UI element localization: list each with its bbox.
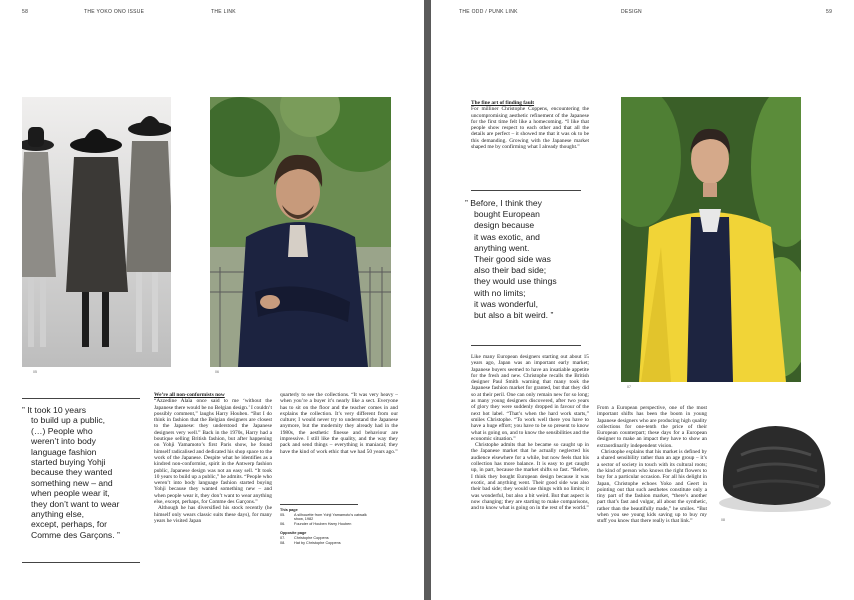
right-page xyxy=(431,0,854,600)
quote-line: design because xyxy=(474,220,535,231)
body-paragraph: Christophe admits that he became so caught up in the Japanese market that he actually neglected his audience elsewhere for a while, but now feels that his collection has more balance. It is easy to get caught up, in part, because the market shifts so fast. “Before, I think they bought European design because it was exotic, and anything went. Their good side was also their bad side; they would use things with no limits; it was wonderful, but also a bit weird. But that aspect is now changing; they are starting to make comparisons, and to know what is going on in the rest of the world.” xyxy=(471,442,589,512)
body-paragraph: Although he has diversified his stock recently (he himself only wears classic suits these days), for many years he visited Japan xyxy=(154,505,272,524)
quote-line: it was wonderful, xyxy=(474,298,539,309)
quote-close-mark: ” xyxy=(116,529,120,540)
catwalk-silhouette-photo xyxy=(22,97,171,367)
caption-item: 06. Founder of Houben Harry Houben xyxy=(280,521,352,526)
quote-line: because they wanted xyxy=(31,467,113,478)
running-header-left-1: THE YOKO ONO ISSUE xyxy=(84,9,145,15)
left-page xyxy=(0,0,424,600)
quote-line: when people wear it, xyxy=(31,488,110,499)
christophe-coppens-photo xyxy=(621,97,801,382)
caption-item: 07. Christophe Coppens xyxy=(280,535,329,540)
pull-quote-bottom-rule xyxy=(22,562,140,563)
quote-line: bought European xyxy=(474,209,540,220)
quote-line: Comme des Garçons. xyxy=(31,529,115,540)
caption-item: 08. Hat by Christophe Coppens xyxy=(280,540,341,545)
quote-line: something new – and xyxy=(31,477,113,488)
caption-heading: Opposite page xyxy=(280,531,307,536)
quote-close-mark: ” xyxy=(550,310,554,321)
intro-paragraph: For milliner Christophe Coppens, encountering the uncompromising aesthetic refinement of the Japanese for the first time felt like a homecoming. “I like that people show respect to each other and that all the details are perfect – it showed me that it was ok to be this demanding. Growing with the Japanese market shaped me by confirming what I already thought.” xyxy=(471,106,589,151)
quote-line: anything else, xyxy=(31,509,85,520)
quote-line: with no limits; xyxy=(474,287,526,298)
quote-line: weren’t into body xyxy=(31,436,96,447)
pull-quote-right xyxy=(465,198,595,321)
body-paragraph: Christophe explains that his market is defined by a shared sensibility rather than an age group – it’s a sector of society in touch with its cultural roots; the kind of person who knows the right flowers to buy for a particular occasion. For all his delight in Japan, Christophe echoes Yoko and Geert in pointing out that such aesthetes constitute only a tiny part of the fashion market, “there’s another part that’s fast and vulgar, all about the synthetic, rather than the beautifully made,” he smiles. “But when you see young kids saving up to buy my stuff you know that there really is that link.” xyxy=(597,449,707,525)
quote-line: Their good side was xyxy=(474,254,551,265)
christophe-coppens-illustration xyxy=(621,97,801,382)
article-column-right-2 xyxy=(597,405,707,525)
quote-line: anything went. xyxy=(474,242,530,253)
photo-number-08: 08 xyxy=(721,518,725,522)
caption-heading: This page xyxy=(280,508,298,512)
section-subhead: We’re all non-conformists now xyxy=(154,392,225,398)
quote-line: (…) People who xyxy=(31,425,93,436)
pull-quote-left xyxy=(22,405,147,540)
quote-line: also their bad side; xyxy=(474,265,547,276)
body-paragraph: quarterly to see the collections. “It was very heavy – when you’re a buyer it’s nearly like a sect. Everyone has to sit on the floor and the teacher comes in and explains the collection. It’s very different from our culture; I would never try to understand the Japanese anymore, but the modernity they already had in the 1980s, the aesthetic finesse and behaviour are impressive. I still like the quality, and the way they pack and send things – everything is maniacal; they have the kind of work ethic that we had 50 years ago.” xyxy=(280,392,398,455)
quote-line: they don’t want to wear xyxy=(31,498,120,509)
photo-number-05: 05 xyxy=(33,370,37,374)
running-header-right-1: THE ODD / PUNK LINK xyxy=(459,9,518,15)
running-header-left-2: THE LINK xyxy=(211,9,236,15)
pull-quote-bottom-rule xyxy=(471,345,581,346)
quote-line: to build up a public, xyxy=(31,415,106,426)
photo-number-06: 06 xyxy=(215,370,219,374)
harry-houben-photo xyxy=(210,97,391,367)
section-subhead: The fine art of finding fault xyxy=(471,100,535,106)
catwalk-silhouette-illustration xyxy=(22,97,171,367)
intro-block xyxy=(471,100,589,150)
body-paragraph: Like many European designers starting out about 15 years ago, Japan was an important early market; Japanese buyers seemed to have an insatiable appetite for the fresh and new. Christophe recalls the British designer Paul Smith warning that many took the Japanese fashion market for granted, but that they did so at their peril. One can only remain new for so long; as many young designers discovered, after two years of glory they were suddenly dropped in favour of the next hot label. “That’s when the hard work starts,” smiles Christophe. “To work well there you have to have a huge effort; you have to be so present to know what is going on, and to know the sensibilities and the economic situation.” xyxy=(471,354,589,442)
pull-quote-top-rule xyxy=(471,190,581,191)
caption-item: 05. A silhouette from Yohji Yamamoto’s catwalk show, 1982 xyxy=(280,512,367,522)
quote-open-mark: ” xyxy=(22,405,25,415)
article-column-right-1 xyxy=(471,354,589,511)
article-column-left-1 xyxy=(154,392,272,524)
harry-houben-illustration xyxy=(210,97,391,367)
running-header-right-2: DESIGN xyxy=(621,9,642,15)
body-paragraph: From a European perspective, one of the most important shifts has been the boom in young Japanese designers who are producing high quality collections for one-tenth the price of their European counterpart; these days for a European designer to make an impact they have to show an extraordinarily independent vision. xyxy=(597,405,707,449)
pull-quote-top-rule xyxy=(22,398,140,399)
quote-line: except, perhaps, for xyxy=(31,519,107,530)
quote-line: Before, I think they xyxy=(470,198,542,208)
quote-line: language fashion xyxy=(31,446,97,457)
quote-line: started buying Yohji xyxy=(31,457,106,468)
quote-line: but also a bit weird. xyxy=(474,310,549,321)
body-paragraph: “Azzedine Alaïa once said to me ‘without the Japanese there would be no Belgian design.’ I couldn’t possibly comment,” laughs Harry Houben. “But I do think in fashion that the Belgian designers are closest to the Japanese: they understood the Japanese designers very well.” Back in the 1970s, Harry had a boutique selling British fashion, but after happening on Yohji Yamamoto’s first Paris show, he found himself radicalised and dedicated his shop space to the work of the Japanese. Despite what he identifies as a kindred non-conformist, spirit in the Antwerp fashion public, Japanese design was not an easy sell. “It took 10 years to build up a public,” he admits. “People who weren’t into body language fashion started buying Yohji because they wanted something new – and when people wear it, they don’t want to wear anything else, except, perhaps, for Comme des Garçons.” xyxy=(154,398,272,506)
quote-line: they would use things xyxy=(474,276,557,287)
quote-open-mark: ” xyxy=(465,198,468,208)
quote-line: It took 10 years xyxy=(27,405,87,415)
page-number-left: 58 xyxy=(22,9,29,15)
quote-line: it was exotic, and xyxy=(474,231,540,242)
caption-rule xyxy=(280,504,358,505)
article-column-left-2 xyxy=(280,392,398,455)
photo-captions xyxy=(280,508,370,545)
hat-photo xyxy=(711,405,835,523)
hat-illustration xyxy=(711,405,835,523)
page-number-right: 59 xyxy=(826,9,833,15)
photo-number-07: 07 xyxy=(627,385,631,389)
